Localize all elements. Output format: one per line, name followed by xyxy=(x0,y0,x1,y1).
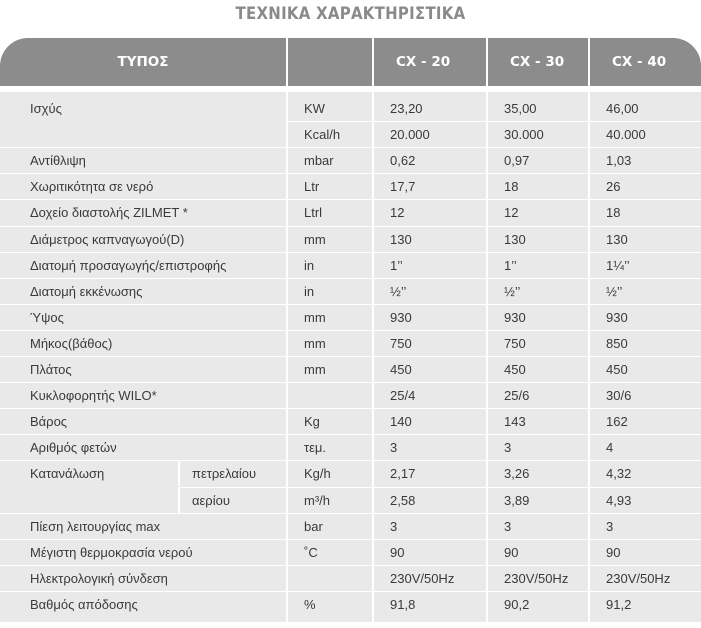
row-value-model-1: 0,62 xyxy=(390,153,416,169)
row-value-model-3: 930 xyxy=(606,309,628,325)
row-label: Βαθμός απόδοσης xyxy=(30,596,138,612)
row-value-model-3: 91,2 xyxy=(606,596,632,612)
row-value-model-2: 450 xyxy=(504,362,526,377)
row-divider xyxy=(0,330,701,331)
row-divider xyxy=(288,121,701,122)
row-divider xyxy=(0,434,701,435)
row-value-model-2: 230V/50Hz xyxy=(504,570,569,586)
header-model-1: CX - 20 xyxy=(374,38,486,86)
row-value-model-2: 12 xyxy=(504,205,519,221)
row-value-model-3: 26 xyxy=(606,179,621,195)
row-value-model-2: 90,2 xyxy=(504,596,530,612)
row-unit: Ltr xyxy=(304,179,320,195)
row-value-model-3: 230V/50Hz xyxy=(606,570,671,586)
row-divider xyxy=(180,487,701,488)
row-divider xyxy=(0,565,701,566)
specs-table xyxy=(0,38,701,624)
row-sublabel: πετρελαίου xyxy=(192,466,257,482)
row-unit: % xyxy=(304,596,316,612)
row-label: Βάρος xyxy=(30,414,68,430)
row-label: Μέγιστη θερμοκρασία νερού xyxy=(30,544,193,560)
row-value-model-2: 143 xyxy=(504,414,526,430)
row-label: Κυκλοφορητής WILO* xyxy=(30,388,157,404)
row-value-model-2: 90 xyxy=(504,544,519,560)
row-divider xyxy=(0,226,701,227)
row-label: Αντίθλιψη xyxy=(30,153,86,169)
row-value-model-3: 4 xyxy=(606,440,614,456)
row-value-model-2: 30.000 xyxy=(504,127,544,143)
row-unit: mbar xyxy=(304,153,334,169)
row-value-model-2: 750 xyxy=(504,335,526,351)
row-value-model-3: 3 xyxy=(606,518,614,534)
row-value-model-3: ½’’ xyxy=(606,283,623,299)
row-value-model-1: 20.000 xyxy=(390,127,430,143)
row-unit: mm xyxy=(304,335,326,351)
row-value-model-1: 17,7 xyxy=(390,179,416,195)
row-value-model-3: 46,00 xyxy=(606,101,639,116)
row-value-model-1: ½’’ xyxy=(390,283,407,299)
row-unit: bar xyxy=(304,518,323,534)
row-value-model-1: 750 xyxy=(390,335,412,351)
row-divider xyxy=(0,278,701,279)
row-label: Κατανάλωση xyxy=(30,466,105,482)
row-unit: mm xyxy=(304,231,326,247)
row-unit xyxy=(288,385,372,388)
row-divider xyxy=(0,408,701,409)
row-value-model-1: 12 xyxy=(390,205,405,221)
row-value-model-2: 25/6 xyxy=(504,388,530,404)
row-value-model-2: 3,26 xyxy=(504,466,530,482)
row-label: Διατομή προσαγωγής/επιστροφής xyxy=(30,257,227,273)
row-unit: Ltrl xyxy=(304,205,323,221)
row-value-model-3: 30/6 xyxy=(606,388,632,404)
row-value-model-2: ½’’ xyxy=(504,283,521,299)
row-value-model-1: 930 xyxy=(390,309,412,325)
header-unit xyxy=(288,38,372,86)
row-value-model-1: 230V/50Hz xyxy=(390,570,455,586)
row-value-model-1: 23,20 xyxy=(390,101,423,116)
row-divider xyxy=(0,591,701,592)
row-value-model-3: 4,32 xyxy=(606,466,632,482)
row-label: Αριθμός φετών xyxy=(30,440,117,456)
row-divider xyxy=(0,147,701,148)
row-value-model-1: 2,17 xyxy=(390,466,416,482)
header-model-3: CX - 40 xyxy=(590,38,701,86)
row-value-model-2: 930 xyxy=(504,309,526,325)
row-unit: Kg xyxy=(304,414,320,430)
header-type: ΤΥΠΟΣ xyxy=(0,38,286,86)
row-label: Ύψος xyxy=(30,309,64,325)
row-unit: m³/h xyxy=(304,492,330,508)
row-value-model-3: 40.000 xyxy=(606,127,646,143)
row-divider xyxy=(0,460,701,461)
row-value-model-1: 25/4 xyxy=(390,388,416,404)
row-divider xyxy=(0,199,701,200)
row-unit: Kcal/h xyxy=(304,127,341,143)
row-divider xyxy=(0,539,701,540)
row-value-model-1: 450 xyxy=(390,362,412,377)
row-label: Ηλεκτρολογική σύνδεση xyxy=(30,570,168,586)
row-divider xyxy=(0,382,701,383)
row-unit: KW xyxy=(304,101,325,116)
row-value-model-1: 130 xyxy=(390,231,412,247)
row-value-model-1: 1’’ xyxy=(390,257,403,273)
row-label xyxy=(0,124,286,127)
row-unit: in xyxy=(304,257,315,273)
row-label: Διάμετρος καπναγωγού(D) xyxy=(30,231,185,247)
row-value-model-1: 3 xyxy=(390,518,398,534)
row-value-model-2: 1’’ xyxy=(504,257,517,273)
row-unit: Kg/h xyxy=(304,466,331,482)
row-value-model-3: 4,93 xyxy=(606,492,632,508)
row-value-model-2: 3 xyxy=(504,440,512,456)
row-value-model-2: 130 xyxy=(504,231,526,247)
row-value-model-3: 450 xyxy=(606,362,628,377)
row-unit xyxy=(288,568,372,571)
row-value-model-3: 162 xyxy=(606,414,628,430)
row-label: Πίεση λειτουργίας max xyxy=(30,518,161,534)
row-value-model-3: 850 xyxy=(606,335,628,351)
table-title: ΤΕΧΝΙΚΑ ΧΑΡΑΚΤΗΡΙΣΤΙΚΑ xyxy=(235,4,466,24)
row-value-model-3: 1,03 xyxy=(606,153,632,169)
row-label: Διατομή εκκένωσης xyxy=(30,283,143,299)
row-value-model-1: 90 xyxy=(390,544,405,560)
row-label xyxy=(0,490,178,493)
row-value-model-2: 3 xyxy=(504,518,512,534)
row-unit: in xyxy=(304,283,315,299)
row-divider xyxy=(0,173,701,174)
row-value-model-2: 18 xyxy=(504,179,519,195)
row-sublabel: αερίου xyxy=(192,492,230,508)
row-value-model-3: 130 xyxy=(606,231,628,247)
row-unit: mm xyxy=(304,309,326,325)
row-label: Χωριτικότητα σε νερό xyxy=(30,179,154,195)
row-value-model-3: 90 xyxy=(606,544,621,560)
row-divider xyxy=(0,513,701,514)
header-model-2: CX - 30 xyxy=(488,38,588,86)
row-value-model-3: 1¼’’ xyxy=(606,257,630,273)
row-label: Δοχείο διαστολής ZILMET * xyxy=(30,205,188,221)
row-value-model-1: 140 xyxy=(390,414,412,430)
row-unit: mm xyxy=(304,362,326,377)
row-label: Μήκος(βάθος) xyxy=(30,335,113,351)
row-value-model-2: 0,97 xyxy=(504,153,530,169)
row-value-model-1: 91,8 xyxy=(390,596,416,612)
row-unit: ˚C xyxy=(304,544,318,560)
row-divider xyxy=(0,356,701,357)
row-value-model-1: 3 xyxy=(390,440,398,456)
row-value-model-3: 18 xyxy=(606,205,621,221)
row-label: Ισχύς xyxy=(30,101,62,116)
row-value-model-2: 3,89 xyxy=(504,492,530,508)
row-unit: τεμ. xyxy=(304,440,327,456)
row-divider xyxy=(0,304,701,305)
row-value-model-2: 35,00 xyxy=(504,101,537,116)
row-divider xyxy=(0,252,701,253)
row-value-model-1: 2,58 xyxy=(390,492,416,508)
row-label: Πλάτος xyxy=(30,362,72,377)
